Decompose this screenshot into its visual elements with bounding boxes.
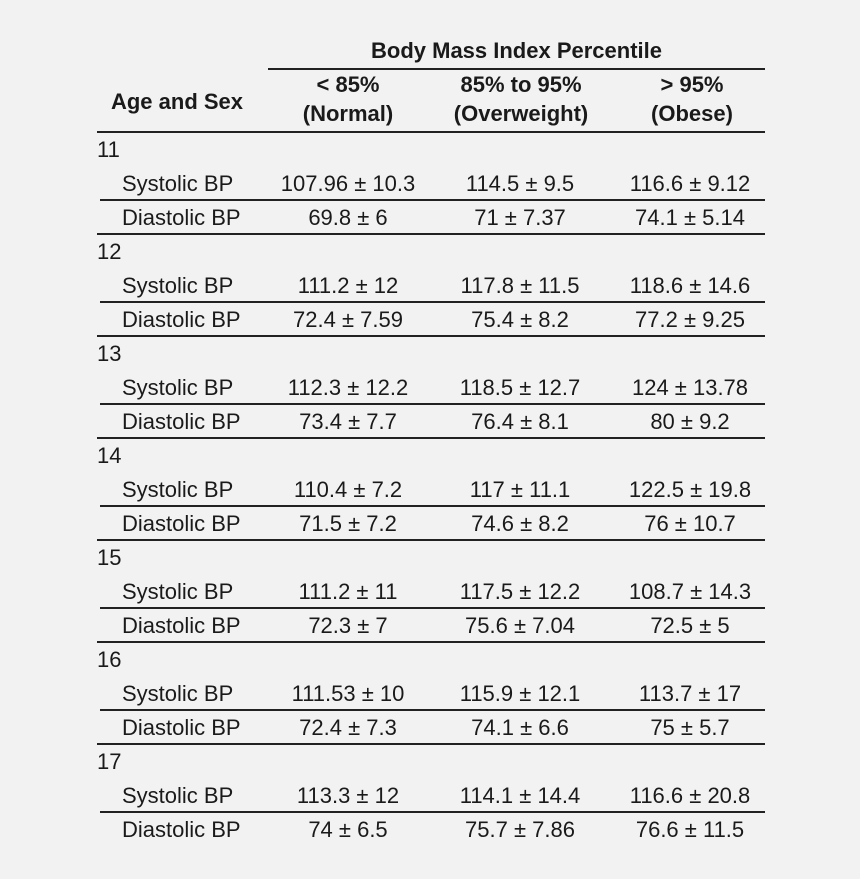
row-label: Diastolic BP xyxy=(122,613,241,638)
age-group-label: 13 xyxy=(97,341,122,366)
table-cell: 75.4 ± 8.2 xyxy=(471,307,569,332)
column-header-normal xyxy=(263,70,433,128)
table-cell: 71.5 ± 7.2 xyxy=(299,511,397,536)
table-cell: 80 ± 9.2 xyxy=(650,409,730,434)
age-group-label: 17 xyxy=(97,749,122,774)
age-group-label: 16 xyxy=(97,647,122,672)
row-rule xyxy=(100,403,765,405)
row-label: Systolic BP xyxy=(122,375,234,400)
table-cell: 112.3 ± 12.2 xyxy=(287,375,409,400)
column-header-line2: (Overweight) xyxy=(453,101,589,126)
column-header-line1: 85% to 95% xyxy=(460,72,582,97)
row-label: Diastolic BP xyxy=(122,409,241,434)
group-rule xyxy=(97,335,765,337)
table-cell: 74.1 ± 6.6 xyxy=(471,715,569,740)
table-cell: 74.1 ± 5.14 xyxy=(635,205,745,230)
table-cell: 115.9 ± 12.1 xyxy=(459,681,581,706)
table-cell: 76.6 ± 11.5 xyxy=(635,817,745,842)
group-rule xyxy=(97,437,765,439)
column-header-line1: < 85% xyxy=(316,72,380,97)
row-label: Diastolic BP xyxy=(122,205,241,230)
table-cell: 117.5 ± 12.2 xyxy=(459,579,581,604)
row-label: Diastolic BP xyxy=(122,817,241,842)
column-header-obese xyxy=(607,70,777,128)
table-cell: 76 ± 10.7 xyxy=(644,511,736,536)
row-rule xyxy=(100,301,765,303)
table-cell: 72.3 ± 7 xyxy=(308,613,388,638)
row-header: Age and Sex xyxy=(110,89,244,114)
row-label: Diastolic BP xyxy=(122,307,241,332)
age-group-label: 14 xyxy=(97,443,122,468)
row-rule xyxy=(100,811,765,813)
table-cell: 114.5 ± 9.5 xyxy=(465,171,575,196)
table-cell: 117.8 ± 11.5 xyxy=(460,273,580,298)
group-rule xyxy=(97,233,765,235)
table-cell: 111.2 ± 12 xyxy=(297,273,399,298)
table-cell: 72.4 ± 7.3 xyxy=(299,715,397,740)
age-group-label: 11 xyxy=(97,137,120,162)
row-rule xyxy=(100,199,765,201)
group-rule xyxy=(97,539,765,541)
table-cell: 108.7 ± 14.3 xyxy=(628,579,752,604)
row-label: Systolic BP xyxy=(122,171,234,196)
table-cell: 122.5 ± 19.8 xyxy=(628,477,752,502)
table-cell: 113.7 ± 17 xyxy=(638,681,742,706)
row-label: Systolic BP xyxy=(122,681,234,706)
table-cell: 72.4 ± 7.59 xyxy=(293,307,403,332)
column-header-line2: (Normal) xyxy=(302,101,394,126)
table-cell: 76.4 ± 8.1 xyxy=(471,409,569,434)
table-cell: 71 ± 7.37 xyxy=(474,205,566,230)
table-cell: 117 ± 11.1 xyxy=(469,477,571,502)
table-cell: 116.6 ± 20.8 xyxy=(629,783,751,808)
age-group-label: 12 xyxy=(97,239,122,264)
row-label: Systolic BP xyxy=(122,783,234,808)
table-cell: 75 ± 5.7 xyxy=(650,715,730,740)
table-cell: 75.6 ± 7.04 xyxy=(465,613,575,638)
row-label: Diastolic BP xyxy=(122,511,241,536)
group-rule xyxy=(97,743,765,745)
row-label: Diastolic BP xyxy=(122,715,241,740)
table-cell: 116.6 ± 9.12 xyxy=(629,171,751,196)
table-cell: 72.5 ± 5 xyxy=(650,613,730,638)
table-cell: 118.6 ± 14.6 xyxy=(629,273,751,298)
group-rule xyxy=(97,641,765,643)
row-rule xyxy=(100,505,765,507)
table-cell: 77.2 ± 9.25 xyxy=(635,307,745,332)
row-rule xyxy=(100,607,765,609)
header-rule xyxy=(97,131,765,133)
age-group-label: 15 xyxy=(97,545,122,570)
spanner-header: Body Mass Index Percentile xyxy=(371,38,662,63)
table-cell: 107.96 ± 10.3 xyxy=(280,171,416,196)
table-cell: 74.6 ± 8.2 xyxy=(471,511,569,536)
table-cell: 110.4 ± 7.2 xyxy=(293,477,403,502)
column-header-line2: (Obese) xyxy=(651,101,733,126)
table-cell: 113.3 ± 12 xyxy=(296,783,400,808)
row-label: Systolic BP xyxy=(122,477,234,502)
table-cell: 74 ± 6.5 xyxy=(308,817,388,842)
table-cell: 75.7 ± 7.86 xyxy=(465,817,575,842)
row-label: Systolic BP xyxy=(122,273,234,298)
table-cell: 114.1 ± 14.4 xyxy=(459,783,581,808)
table-cell: 118.5 ± 12.7 xyxy=(459,375,581,400)
table-cell: 73.4 ± 7.7 xyxy=(299,409,397,434)
table-cell: 69.8 ± 6 xyxy=(308,205,388,230)
row-label: Systolic BP xyxy=(122,579,234,604)
table-cell: 111.53 ± 10 xyxy=(291,681,405,706)
table-cell: 124 ± 13.78 xyxy=(631,375,749,400)
row-rule xyxy=(100,709,765,711)
column-header-overweight xyxy=(436,70,606,128)
table-cell: 111.2 ± 11 xyxy=(298,579,398,604)
column-header-line1: > 95% xyxy=(660,72,724,97)
